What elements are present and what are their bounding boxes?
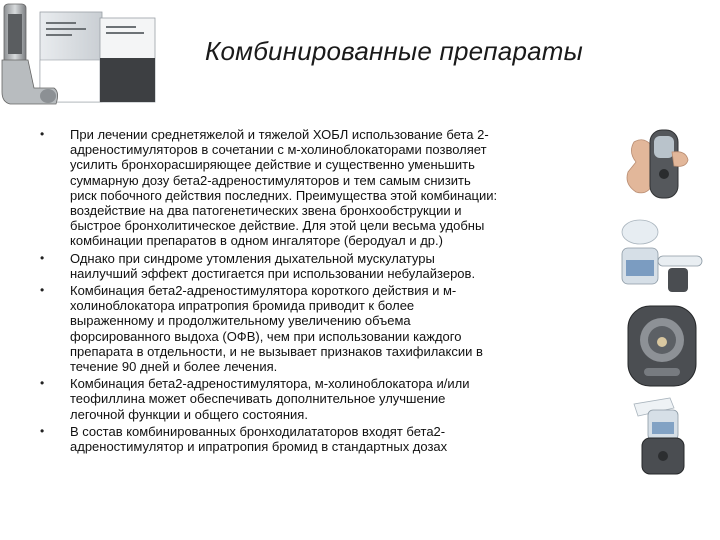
- bullet-marker: •: [40, 250, 45, 265]
- text-line: усилить бронхорасширяющее действие и существенно уменьшить: [70, 157, 475, 173]
- text-line: выраженному и продолжительному увеличению объема: [70, 313, 411, 329]
- bullet-item: [40, 283, 600, 374]
- bullet-item: [40, 251, 600, 281]
- text-line: В состав комбинированных бронходилататоров входят бета2-: [70, 423, 446, 439]
- text-line: адреностимуляторов в сочетании с м-холиноблокаторами позволяет: [70, 142, 487, 158]
- bullet-marker: •: [40, 376, 45, 391]
- text-line: форсированного выдоха (ОФВ), чем при использовании каждого: [70, 328, 462, 344]
- bullet-list: [40, 127, 600, 456]
- text-line: течение 90 дней и более лечения.: [70, 359, 278, 375]
- nebulizer-chamber-photo: [614, 212, 710, 298]
- nebulizer-mouthpiece-photo: [614, 394, 710, 478]
- handheld-nebulizer-photo: [614, 122, 710, 206]
- text-line: суммарную дозу бета2-адреностимуляторов и тем самым снизить: [70, 172, 471, 188]
- text-line: Комбинация бета2-адреностимулятора короткого действия и м-: [70, 283, 457, 299]
- text-line: адреностимулятор и ипратропия бромид в стандартных дозах: [70, 439, 448, 455]
- text-line: препарата в отдельности, и не вызывает признаков тахифилаксии в: [70, 343, 483, 359]
- text-line: воздействие на два патогенетических звена бронхообструкции и: [70, 203, 462, 219]
- text-line: легочной функции и общего состояния.: [70, 406, 308, 422]
- text-line: комбинации препаратов в одном ингаляторе (беродуал и др.): [70, 233, 443, 249]
- text-line: холиноблокатора ипратропия бромида приводит к более: [70, 298, 415, 314]
- slide-title: Комбинированные препараты: [205, 36, 583, 66]
- bullet-item: [40, 127, 600, 249]
- bullet-marker: •: [40, 127, 45, 141]
- text-line: Комбинация бета2-адреностимулятора, м-холиноблокатора и/или: [70, 376, 470, 392]
- bullet-marker: •: [40, 423, 45, 438]
- bullet-item: [40, 376, 600, 422]
- text-line: быстрое бронхолитическое действие. Для этой цели весьма удобны: [70, 218, 485, 234]
- text-line: Однако при синдроме утомления дыхательной мускулатуры: [70, 250, 435, 266]
- text-line: теофиллина может обеспечивать дополнительное улучшение: [70, 391, 446, 407]
- bullet-item: [40, 424, 600, 454]
- bullet-marker: •: [40, 283, 45, 298]
- inhaler-product-photo: [0, 0, 165, 118]
- nebulizer-top-view-photo: [614, 302, 710, 390]
- text-line: риск побочного действия последних. Преимущества этой комбинации:: [70, 187, 498, 203]
- text-line: наилучший эффект достигается при использовании небулайзеров.: [70, 265, 476, 281]
- text-line: При лечении среднетяжелой и тяжелой ХОБЛ использование бета 2-: [70, 127, 489, 142]
